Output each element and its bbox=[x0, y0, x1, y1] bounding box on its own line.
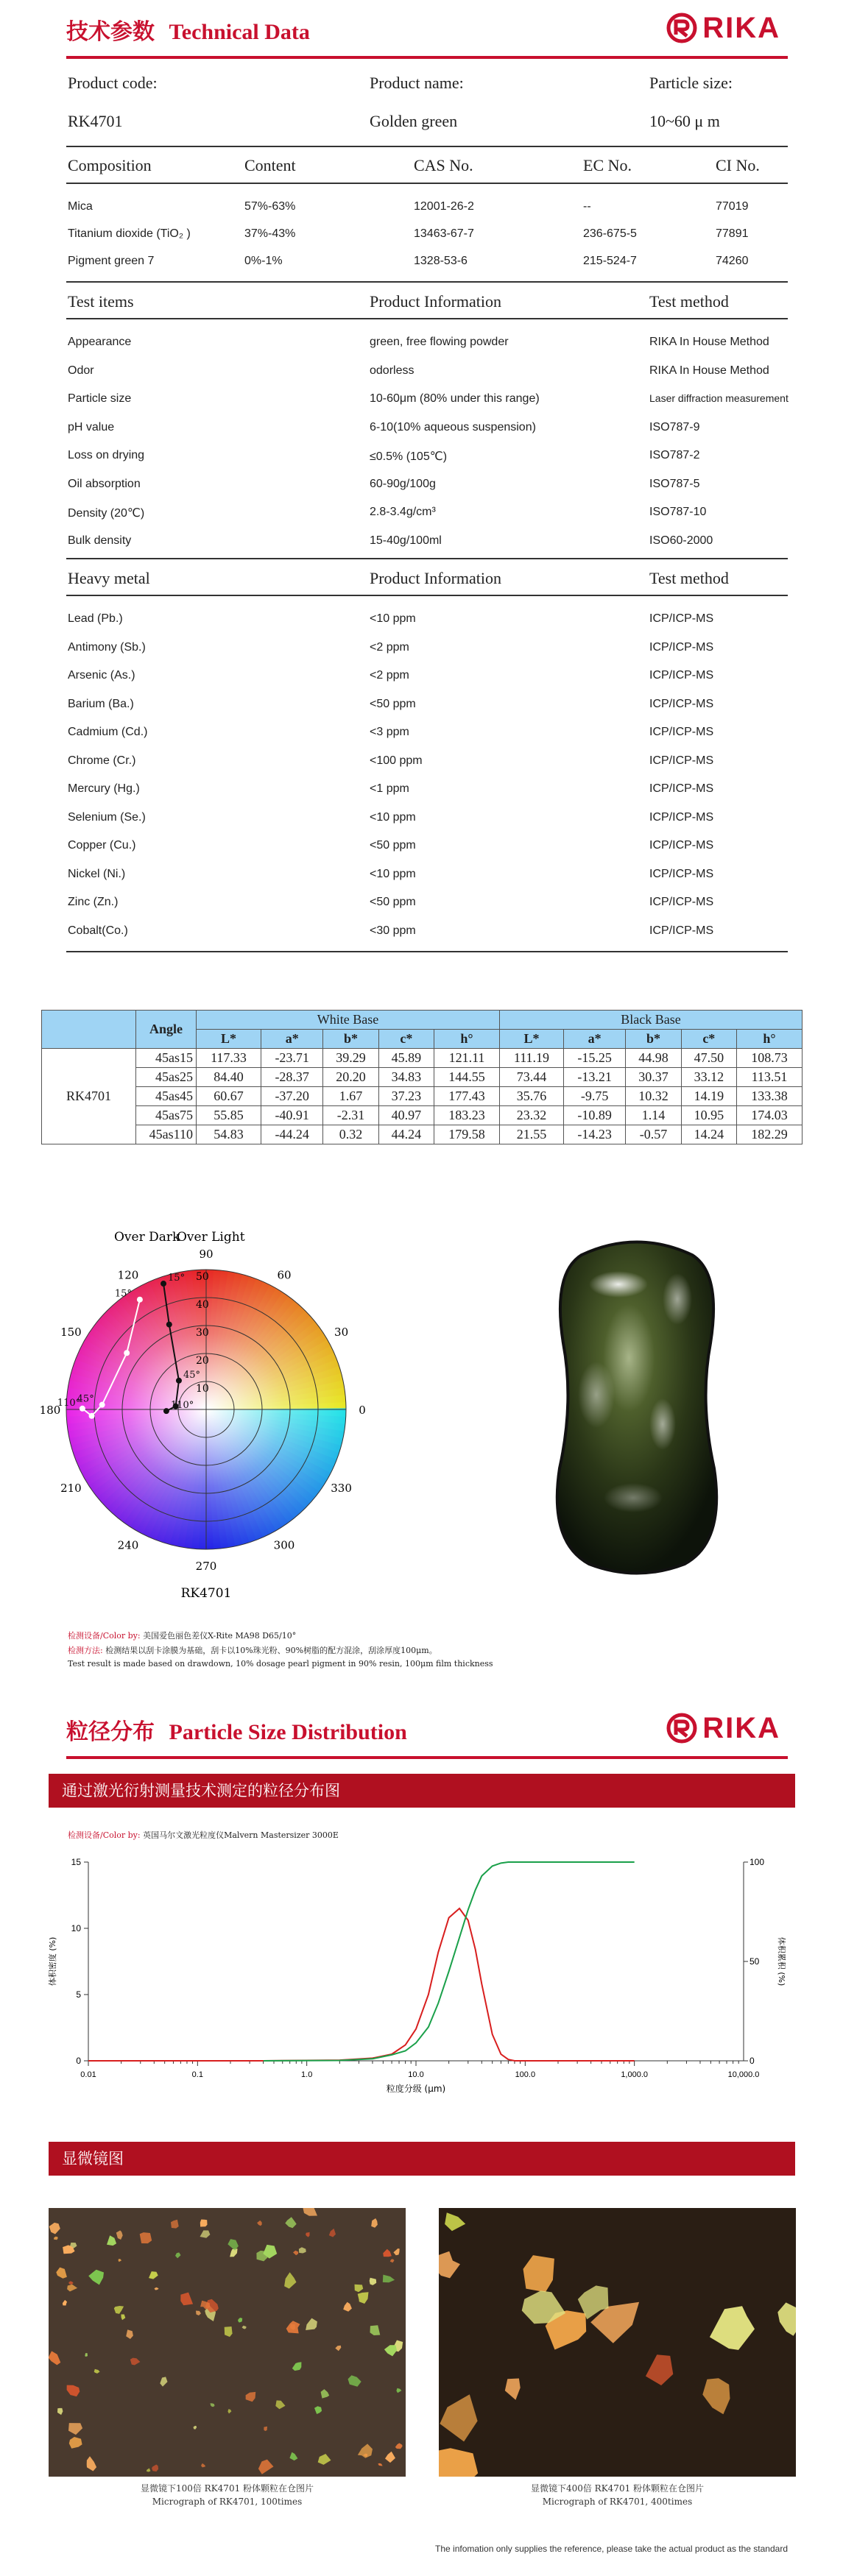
metal-row bbox=[66, 896, 788, 913]
table-cell: Loss on drying bbox=[68, 449, 145, 461]
table-cell: ISO787-10 bbox=[649, 506, 707, 518]
micrograph-background bbox=[49, 2208, 406, 2477]
table-cell: 10.95 bbox=[681, 1106, 736, 1125]
series-point bbox=[99, 1402, 105, 1408]
table-cell: ICP/ICP-MS bbox=[649, 612, 714, 625]
table-cell: ICP/ICP-MS bbox=[649, 669, 714, 682]
metal-row bbox=[66, 641, 788, 659]
color-note-1: 检测设备/Color by: 美国爱色丽色差仪X-Rite MA98 D65/10° bbox=[68, 1631, 297, 1641]
series-point bbox=[166, 1322, 172, 1328]
metal-row bbox=[66, 924, 788, 942]
radial-label: 50 bbox=[196, 1271, 209, 1283]
table-cell: ICP/ICP-MS bbox=[649, 726, 714, 738]
table-cell: 1328-53-6 bbox=[414, 255, 468, 267]
product-info bbox=[66, 74, 788, 132]
table-cell: 10.32 bbox=[626, 1087, 681, 1106]
color-note-2: 检测方法: 检测结果以刮卡涂膜为基础，刮卡以10%珠光粉、90%树脂的配方混涂，刮涂厚度100μm。 bbox=[68, 1646, 437, 1655]
micrograph-banner: 显微镜图 bbox=[49, 2142, 795, 2176]
color-data-table: Angle White Base Black Base L* a* b* c* h° L* a* b* c* h° RK4701 45as15 117.33 -23.71 39.29 45.89 121.11 111.19 -15.25 44.98 47.50 108.73 45as25 84.40 -28.37 20.20 34.83 144.55 73.44 -13.21 30.37 33.12 113.51 45as45 60.67 -37.20 1.67 37.23 177.43 35.76 -9.75 10.32 14.19 133.38 45as75 55.85 -40.91 -2.31 40.97 183.23 23.32 -10.89 1.14 10.95 174.03 45as110 54.83 -44.24 0.32 44.24 179.58 21.55 -14.23 -0.57 14.24 182.29 bbox=[41, 1010, 803, 1144]
table-cell: 1.67 bbox=[323, 1087, 378, 1106]
table-cell: RIKA In House Method bbox=[649, 336, 769, 348]
divider bbox=[66, 318, 788, 319]
table-cell: 47.50 bbox=[681, 1049, 736, 1068]
column-header: L* bbox=[197, 1030, 261, 1049]
table-cell: 183.23 bbox=[434, 1106, 500, 1125]
table-cell: 74260 bbox=[716, 255, 749, 267]
x-tick-label: 100.0 bbox=[515, 2070, 536, 2079]
table-cell: -28.37 bbox=[261, 1068, 322, 1087]
table-row bbox=[42, 1125, 803, 1144]
metal-row bbox=[66, 811, 788, 829]
y-axis-label: 体积密度 (%) bbox=[48, 1936, 57, 1986]
table-cell: 6-10(10% aqueous suspension) bbox=[370, 420, 536, 434]
table-cell: Density (20℃) bbox=[68, 507, 145, 520]
x-tick-label: 1.0 bbox=[301, 2070, 313, 2079]
series-point bbox=[137, 1297, 143, 1303]
divider bbox=[66, 183, 788, 184]
particle-size-value: 10~60 μ m bbox=[649, 112, 720, 130]
series-line-1 bbox=[264, 1862, 635, 2061]
radial-label: 20 bbox=[196, 1355, 209, 1367]
point-label: 110° bbox=[57, 1397, 81, 1409]
table-cell: Particle size bbox=[68, 392, 132, 405]
angle-label: 150 bbox=[60, 1326, 82, 1339]
table-cell: -9.75 bbox=[563, 1087, 625, 1106]
table-cell: ICP/ICP-MS bbox=[649, 782, 714, 795]
table-cell: 37%-43% bbox=[244, 227, 296, 240]
table-cell: <10 ppm bbox=[370, 867, 416, 880]
table-cell: -2.31 bbox=[323, 1106, 378, 1125]
metal-row bbox=[66, 839, 788, 857]
column-header: c* bbox=[378, 1030, 434, 1049]
radial-label: 40 bbox=[196, 1299, 209, 1311]
table-cell: 0.32 bbox=[323, 1125, 378, 1144]
table-cell: <30 ppm bbox=[370, 924, 416, 937]
table-cell: 73.44 bbox=[499, 1068, 563, 1087]
angle-label: 90 bbox=[199, 1248, 214, 1261]
table-cell: ICP/ICP-MS bbox=[649, 697, 714, 710]
y-tick-label: 15 bbox=[71, 1857, 81, 1867]
table-cell: ISO787-9 bbox=[649, 420, 700, 434]
table-cell: Oil absorption bbox=[68, 477, 141, 490]
x-tick-label: 10,000.0 bbox=[727, 2070, 760, 2079]
table-cell: ICP/ICP-MS bbox=[649, 896, 714, 908]
table-cell: ISO787-5 bbox=[649, 477, 700, 490]
particle-size-label: Particle size: bbox=[649, 74, 733, 92]
table-cell: <10 ppm bbox=[370, 612, 416, 625]
test-row bbox=[66, 534, 788, 552]
angle-label: 30 bbox=[334, 1326, 349, 1339]
table-cell: <3 ppm bbox=[370, 726, 409, 738]
angle-label: 240 bbox=[117, 1538, 139, 1552]
table-cell: 1.14 bbox=[626, 1106, 681, 1125]
y-tick-label: 5 bbox=[76, 1989, 81, 2000]
series-point bbox=[89, 1413, 95, 1419]
table-cell: 13463-67-7 bbox=[414, 227, 474, 240]
table-cell: 55.85 bbox=[197, 1106, 261, 1125]
table-cell: -44.24 bbox=[261, 1125, 322, 1144]
divider bbox=[66, 146, 788, 147]
column-header: c* bbox=[681, 1030, 736, 1049]
over-dark-label: Over Dark bbox=[114, 1230, 180, 1245]
table-cell: 20.20 bbox=[323, 1068, 378, 1087]
table-cell: Selenium (Se.) bbox=[68, 810, 146, 824]
metal-row bbox=[66, 726, 788, 743]
table-cell: 108.73 bbox=[736, 1049, 802, 1068]
angle-label: 180 bbox=[39, 1404, 61, 1417]
divider bbox=[66, 951, 788, 952]
column-header: h° bbox=[434, 1030, 500, 1049]
point-label: 45° bbox=[77, 1393, 94, 1405]
radial-label: 10 bbox=[196, 1383, 209, 1395]
metal-row bbox=[66, 612, 788, 630]
table-cell: pH value bbox=[68, 420, 115, 434]
column-header: L* bbox=[499, 1030, 563, 1049]
table-cell: 144.55 bbox=[434, 1068, 500, 1087]
table-cell: Mica bbox=[68, 200, 93, 213]
table-cell: Copper (Cu.) bbox=[68, 839, 136, 852]
series-point bbox=[176, 1378, 182, 1384]
test-row bbox=[66, 364, 788, 382]
table-cell: 30.37 bbox=[626, 1068, 681, 1087]
table-cell: -10.89 bbox=[563, 1106, 625, 1125]
x-tick-label: 1,000.0 bbox=[621, 2070, 649, 2079]
micrograph-caption-1: 显微镜下100倍 RK4701 粉体颗粒在仓图片 Micrograph of RK4701, 100times bbox=[140, 2483, 314, 2507]
table-cell: ≤0.5% (105℃) bbox=[370, 450, 448, 463]
y2-tick-label: 50 bbox=[749, 1956, 760, 1967]
rika-logo: RIKA bbox=[666, 10, 780, 46]
table-cell: Cobalt(Co.) bbox=[68, 924, 128, 937]
y-tick-label: 10 bbox=[71, 1923, 81, 1933]
pigment-flake bbox=[264, 2427, 267, 2431]
y2-tick-label: 0 bbox=[749, 2056, 755, 2066]
series-line-0 bbox=[264, 1908, 635, 2061]
table-cell: -37.20 bbox=[261, 1087, 322, 1106]
pigment-sample-image bbox=[537, 1233, 736, 1579]
table-cell: -0.57 bbox=[626, 1125, 681, 1144]
table-cell: ICP/ICP-MS bbox=[649, 640, 714, 654]
table-cell: 34.83 bbox=[378, 1068, 434, 1087]
table-cell: <100 ppm bbox=[370, 754, 423, 767]
table-cell: 174.03 bbox=[736, 1106, 802, 1125]
table-cell: ISO60-2000 bbox=[649, 534, 713, 547]
metal-row bbox=[66, 868, 788, 885]
metal-row bbox=[66, 698, 788, 715]
table-cell: 77019 bbox=[716, 200, 749, 213]
product-code-value: RK4701 bbox=[68, 112, 123, 130]
section-title: 粒径分布 Particle Size Distribution bbox=[66, 1720, 407, 1744]
over-light-label: Over Light bbox=[177, 1230, 245, 1245]
divider bbox=[66, 558, 788, 559]
test-row bbox=[66, 506, 788, 523]
divider bbox=[66, 281, 788, 283]
angle-label: 60 bbox=[277, 1268, 292, 1282]
polar-caption: RK4701 bbox=[180, 1586, 232, 1601]
table-cell: 45as15 bbox=[136, 1049, 197, 1068]
radial-label: 30 bbox=[196, 1327, 209, 1339]
table-cell: 10-60μm (80% under this range) bbox=[370, 392, 540, 405]
psd-banner: 通过激光衍射测量技术测定的粒径分布图 bbox=[49, 1774, 795, 1808]
x-tick-label: 10.0 bbox=[408, 2070, 424, 2079]
technical-data-header bbox=[66, 0, 788, 59]
table-cell: Mercury (Hg.) bbox=[68, 782, 140, 795]
table-row bbox=[42, 1106, 803, 1125]
table-cell: Antimony (Sb.) bbox=[68, 640, 146, 654]
micrograph-caption-2: 显微镜下400倍 RK4701 粉体颗粒在仓图片 Micrograph of RK4701, 400times bbox=[530, 2483, 705, 2507]
angle-label: 300 bbox=[273, 1538, 295, 1552]
particle-size-header bbox=[66, 1700, 788, 1759]
table-cell: 54.83 bbox=[197, 1125, 261, 1144]
table-cell: 14.24 bbox=[681, 1125, 736, 1144]
table-cell: 39.29 bbox=[323, 1049, 378, 1068]
point-label: 45° bbox=[183, 1369, 201, 1381]
table-cell: 45as110 bbox=[136, 1125, 197, 1144]
table-cell: ICP/ICP-MS bbox=[649, 839, 714, 852]
rika-logo-icon bbox=[666, 1712, 698, 1744]
particle-size-chart bbox=[37, 1847, 817, 2112]
table-cell: Chrome (Cr.) bbox=[68, 754, 136, 767]
test-row bbox=[66, 449, 788, 467]
table-cell: 23.32 bbox=[499, 1106, 563, 1125]
x-tick-label: 0.1 bbox=[191, 2070, 203, 2079]
table-cell: 44.24 bbox=[378, 1125, 434, 1144]
table-cell: Arsenic (As.) bbox=[68, 669, 135, 682]
table-cell: ICP/ICP-MS bbox=[649, 810, 714, 824]
test-row bbox=[66, 392, 788, 410]
table-cell: 60-90g/100g bbox=[370, 477, 436, 490]
table-row bbox=[42, 1087, 803, 1106]
composition-row bbox=[66, 255, 788, 272]
table-cell: -40.91 bbox=[261, 1106, 322, 1125]
table-cell: ICP/ICP-MS bbox=[649, 754, 714, 767]
table-cell: -- bbox=[583, 200, 591, 213]
test-row bbox=[66, 478, 788, 495]
table-cell: Pigment green 7 bbox=[68, 255, 155, 267]
angle-label: 120 bbox=[117, 1268, 139, 1282]
table-cell: 45as45 bbox=[136, 1087, 197, 1106]
product-name-label: Product name: bbox=[370, 74, 464, 92]
table-cell: 45.89 bbox=[378, 1049, 434, 1068]
pigment-flake bbox=[140, 2232, 152, 2243]
table-row bbox=[42, 1068, 803, 1087]
table-cell: <10 ppm bbox=[370, 810, 416, 824]
color-note-3: Test result is made based on drawdown, 10% dosage pearl pigment in 90% resin, 100μm film thickness bbox=[68, 1659, 493, 1669]
x-tick-label: 0.01 bbox=[80, 2070, 96, 2079]
column-header: h° bbox=[736, 1030, 802, 1049]
table-cell: 40.97 bbox=[378, 1106, 434, 1125]
series-point bbox=[163, 1408, 169, 1414]
angle-label: 330 bbox=[331, 1482, 352, 1495]
table-cell: 0%-1% bbox=[244, 255, 283, 267]
point-label: 15° bbox=[114, 1288, 132, 1300]
table-row bbox=[42, 1049, 803, 1068]
column-header: b* bbox=[626, 1030, 681, 1049]
point-label: 110° bbox=[170, 1400, 194, 1412]
metal-row bbox=[66, 669, 788, 687]
table-cell: 45as25 bbox=[136, 1068, 197, 1087]
table-cell: 15-40g/100ml bbox=[370, 534, 442, 547]
rika-logo: RIKA bbox=[666, 1710, 780, 1746]
table-cell: 121.11 bbox=[434, 1049, 500, 1068]
table-cell: 12001-26-2 bbox=[414, 200, 474, 213]
table-cell: 44.98 bbox=[626, 1049, 681, 1068]
table-cell: 215-524-7 bbox=[583, 255, 637, 267]
table-cell: Cadmium (Cd.) bbox=[68, 726, 148, 738]
series-point bbox=[124, 1350, 130, 1356]
table-cell: 57%-63% bbox=[244, 200, 296, 213]
column-header: a* bbox=[563, 1030, 625, 1049]
rika-logo-icon bbox=[666, 12, 698, 44]
point-label: 15° bbox=[168, 1273, 186, 1284]
product-code-cell: RK4701 bbox=[42, 1049, 136, 1144]
table-cell: 182.29 bbox=[736, 1125, 802, 1144]
micrograph-100x bbox=[49, 2208, 406, 2477]
table-cell: 21.55 bbox=[499, 1125, 563, 1144]
angle-label: 210 bbox=[60, 1482, 82, 1495]
table-cell: -14.23 bbox=[563, 1125, 625, 1144]
table-cell: 60.67 bbox=[197, 1087, 261, 1106]
micrograph-400x bbox=[439, 2208, 796, 2477]
table-cell: Laser diffraction measurement bbox=[649, 392, 789, 404]
table-cell: 2.8-3.4g/cm³ bbox=[370, 506, 436, 518]
table-cell: Zinc (Zn.) bbox=[68, 896, 119, 908]
table-cell: <50 ppm bbox=[370, 697, 416, 710]
table-cell: <50 ppm bbox=[370, 839, 416, 852]
section-title: 技术参数 Technical Data bbox=[66, 20, 310, 44]
color-polar-chart bbox=[37, 1222, 375, 1604]
table-cell: <2 ppm bbox=[370, 640, 409, 654]
table-cell: 45as75 bbox=[136, 1106, 197, 1125]
angle-label: 270 bbox=[195, 1560, 217, 1573]
table-cell: Bulk density bbox=[68, 534, 132, 547]
table-cell: 113.51 bbox=[736, 1068, 802, 1087]
table-cell: 77891 bbox=[716, 227, 749, 240]
table-cell: Titanium dioxide (TiO₂ ) bbox=[68, 227, 191, 240]
table-cell: 37.23 bbox=[378, 1087, 434, 1106]
table-cell: -23.71 bbox=[261, 1049, 322, 1068]
x-axis-label: 粒度分级 (μm) bbox=[386, 2084, 446, 2094]
table-cell: 179.58 bbox=[434, 1125, 500, 1144]
column-header: b* bbox=[323, 1030, 378, 1049]
composition-header: Composition Content CAS No. EC No. CI No. bbox=[68, 156, 760, 174]
table-cell: Nickel (Ni.) bbox=[68, 867, 126, 880]
table-cell: RIKA In House Method bbox=[649, 364, 769, 377]
table-cell: -15.25 bbox=[563, 1049, 625, 1068]
table-cell: 35.76 bbox=[499, 1087, 563, 1106]
table-cell: odorless bbox=[370, 364, 415, 377]
table-cell: Lead (Pb.) bbox=[68, 612, 123, 625]
table-cell: Odor bbox=[68, 364, 94, 377]
psd-note: 检测设备/Color by: 英国马尔文激光粒度仪Malvern Mastersizer 3000E bbox=[68, 1830, 339, 1840]
table-cell: <1 ppm bbox=[370, 782, 409, 795]
test-row bbox=[66, 336, 788, 353]
product-code-label: Product code: bbox=[68, 74, 158, 92]
pigment-flake bbox=[200, 2220, 208, 2227]
series-point bbox=[161, 1281, 166, 1287]
table-cell: <2 ppm bbox=[370, 669, 409, 682]
y-tick-label: 0 bbox=[76, 2056, 81, 2066]
table-cell: 236-675-5 bbox=[583, 227, 637, 240]
table-cell: 33.12 bbox=[681, 1068, 736, 1087]
table-cell: -13.21 bbox=[563, 1068, 625, 1087]
y2-axis-label: 体积累积 (%) bbox=[777, 1936, 786, 1986]
divider bbox=[66, 595, 788, 596]
table-cell: Appearance bbox=[68, 336, 132, 348]
table-cell: 84.40 bbox=[197, 1068, 261, 1087]
table-cell: Barium (Ba.) bbox=[68, 697, 134, 710]
metal-row bbox=[66, 754, 788, 772]
angle-label: 0 bbox=[359, 1404, 366, 1417]
product-name-value: Golden green bbox=[370, 112, 458, 130]
composition-row bbox=[66, 227, 788, 245]
table-cell: <50 ppm bbox=[370, 896, 416, 908]
table-cell: 111.19 bbox=[499, 1049, 563, 1068]
y2-tick-label: 100 bbox=[749, 1857, 765, 1867]
test-row bbox=[66, 421, 788, 439]
tests-header: Test items Product Information Test method bbox=[68, 292, 729, 311]
table-cell: 177.43 bbox=[434, 1087, 500, 1106]
table-cell: ICP/ICP-MS bbox=[649, 924, 714, 937]
composition-row bbox=[66, 200, 788, 218]
column-header: a* bbox=[261, 1030, 322, 1049]
footer-disclaimer: The infomation only supplies the reference, please take the actual product as the standard bbox=[435, 2544, 788, 2554]
table-cell: green, free flowing powder bbox=[370, 336, 509, 348]
metal-row bbox=[66, 782, 788, 800]
table-cell: 14.19 bbox=[681, 1087, 736, 1106]
table-cell: ISO787-2 bbox=[649, 449, 700, 461]
metals-header: Heavy metal Product Information Test method bbox=[68, 569, 729, 587]
table-cell: 117.33 bbox=[197, 1049, 261, 1068]
table-cell: 133.38 bbox=[736, 1087, 802, 1106]
table-cell: ICP/ICP-MS bbox=[649, 867, 714, 880]
